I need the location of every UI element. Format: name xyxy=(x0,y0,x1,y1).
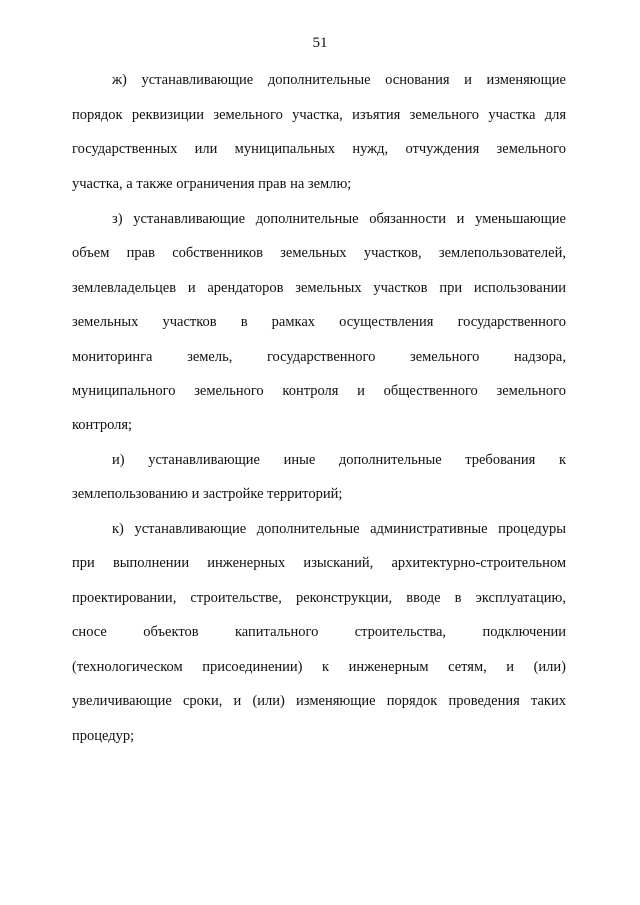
paragraph-line: з) устанавливающие дополнительные обязанности и уменьшающие xyxy=(112,211,566,227)
paragraph-line: при выполнении инженерных изысканий, архитектурно-строительном xyxy=(72,555,566,571)
paragraph-line: участка, а также ограничения прав на землю; xyxy=(72,176,352,192)
paragraph-line: ж) устанавливающие дополнительные основания и изменяющие xyxy=(112,72,566,88)
paragraph-line: порядок реквизиции земельного участка, изъятия земельного участка для xyxy=(72,107,566,123)
paragraph-line: земельных участков в рамках осуществления государственного xyxy=(72,314,566,330)
paragraph-line: мониторинга земель, государственного земельного надзора, xyxy=(72,349,566,365)
paragraph-line: землепользованию и застройке территорий; xyxy=(72,486,343,502)
paragraph-line: процедур; xyxy=(72,728,135,744)
paragraph-line: сносе объектов капитального строительства, подключении xyxy=(72,624,566,640)
paragraph-line: и) устанавливающие иные дополнительные требования к xyxy=(112,452,566,468)
paragraph-line: контроля; xyxy=(72,417,133,433)
paragraph-line: проектировании, строительстве, реконструкции, вводе в эксплуатацию, xyxy=(72,590,566,606)
paragraph-line: объем прав собственников земельных участков, землепользователей, xyxy=(72,245,566,261)
paragraph-line: государственных или муниципальных нужд, отчуждения земельного xyxy=(72,141,566,157)
paragraph-line: к) устанавливающие дополнительные административные процедуры xyxy=(112,521,566,537)
page-number: 51 xyxy=(312,35,328,51)
paragraph-line: муниципального земельного контроля и общественного земельного xyxy=(72,383,566,399)
paragraph-line: (технологическом присоединении) к инженерным сетям, и (или) xyxy=(72,659,566,675)
paragraph-line: землевладельцев и арендаторов земельных участков при использовании xyxy=(72,280,566,296)
paragraph-line: увеличивающие сроки, и (или) изменяющие порядок проведения таких xyxy=(72,693,566,709)
